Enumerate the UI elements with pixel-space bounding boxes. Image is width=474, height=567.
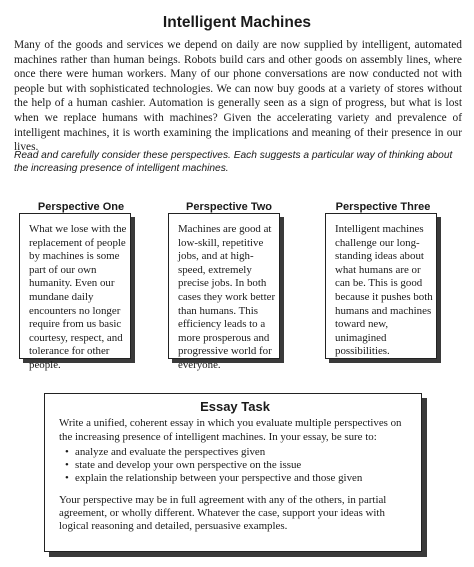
essay-bullet-item: • analyze and evaluate the perspectives given xyxy=(65,446,411,459)
perspective-three-box xyxy=(325,213,437,359)
intro-paragraph: Many of the goods and services we depend on daily are now supplied by intelligent, automated machines rather than human beings. Robots build cars and other goods on assembly lines, where once there were human workers. Many of our phone conversations are now conducted not with people but with sophisticated technologies. We can now buy goods at a variety of stores without the help of a human cashier. Automation is generally seen as a sign of progress, but what is lost when we replace humans with machines? Given the accelerating variety and prevalence of intelligent machines, it is worth examining the implications and meaning of their presence in our lives. xyxy=(14,39,462,154)
perspective-one-title: Perspective One xyxy=(37,201,125,213)
perspective-one-text: What we lose with the replacement of people by machines is some part of our own humanity. Even our mundane daily encounters no longer require from us basic courtesy, respect, and tolerance for other people. xyxy=(29,223,127,371)
essay-task-heading: Essay Task xyxy=(200,399,270,414)
perspective-two-box xyxy=(168,213,280,371)
perspective-two-title: Perspective Two xyxy=(186,201,272,213)
perspective-one-box xyxy=(19,213,131,371)
perspective-two-text: Machines are good at low-skill, repetitive jobs, and at high-speed, extremely precise jobs. In both cases they work better than humans. This efficiency leads to a more prosperous and progressive world for everyone. xyxy=(178,223,276,371)
essay-task-bullets xyxy=(65,446,411,486)
essay-bullet-item: • state and develop your own perspective on the issue xyxy=(65,459,411,472)
essay-task-instructions: Write a unified, coherent essay in which you evaluate multiple perspectives on the increasing presence of intelligent machines. In your essay, be sure to: xyxy=(59,417,402,443)
instructions-text: Read and carefully consider these perspectives. Each suggests a particular way of thinking about the increasing presence of intelligent machines. xyxy=(14,150,453,174)
perspective-three-text: Intelligent machines challenge our long-standing ideas about what humans are or can be. This is good because it pushes both humans and machines toward new, unimagined possibilities. xyxy=(335,223,433,358)
essay-task-box xyxy=(44,393,422,552)
perspective-three-title: Perspective Three xyxy=(335,201,431,213)
page-title: Intelligent Machines xyxy=(162,14,312,31)
essay-task-closing: Your perspective may be in full agreement with any of the others, in partial agreement, or wholly different. Whatever the case, support your ideas with logical reasoning and detailed, persuasive examples. xyxy=(59,493,387,533)
essay-bullet-item: • explain the relationship between your perspective and those given xyxy=(65,472,411,485)
